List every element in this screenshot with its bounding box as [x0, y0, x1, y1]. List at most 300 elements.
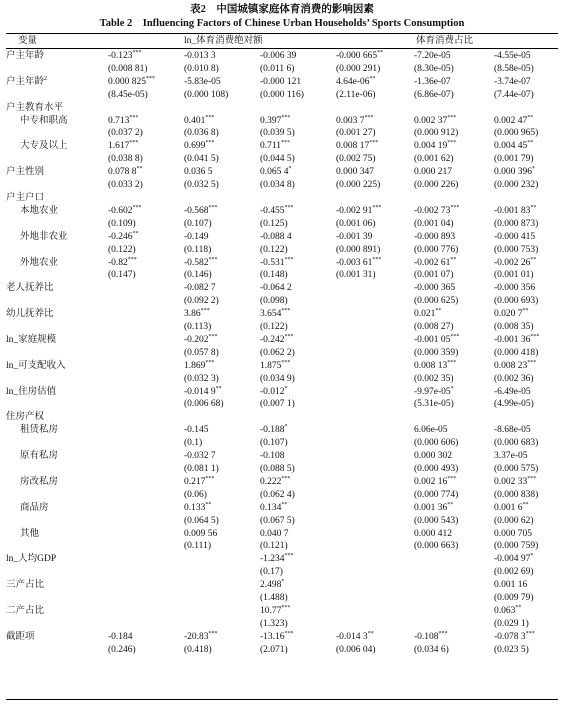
table-row-se	[6, 540, 558, 553]
table-cell: (0.118)	[184, 244, 212, 255]
table-cell: (0.000 693)	[494, 296, 539, 307]
table-cell: 3.654***	[260, 308, 291, 320]
table-cell: (0.148)	[260, 270, 288, 281]
table-cell: (0.081 1)	[184, 464, 219, 474]
table-cell: (0.010 8)	[184, 63, 219, 74]
table-cell	[414, 411, 494, 424]
table-cell: (0.007 1)	[260, 399, 295, 410]
table-cell	[260, 192, 336, 205]
table-cell: (2.11e-06)	[336, 89, 376, 100]
table-row-se	[6, 437, 558, 450]
table-cell: -0.064 2	[260, 283, 292, 294]
row-label	[6, 540, 108, 553]
table-cell: (0.125)	[260, 218, 288, 229]
table-cell: (0.011 6)	[260, 63, 295, 74]
row-label	[6, 373, 108, 386]
table-cell: 0.078 8**	[108, 166, 143, 178]
table-cell	[336, 347, 414, 360]
table-cell: 2.498*	[260, 579, 285, 591]
row-label: 户主教育水平	[6, 102, 64, 113]
table-cell: -0.032 7	[184, 451, 216, 462]
row-label: 户主年龄$^2$	[6, 75, 48, 87]
table-row-se	[6, 347, 558, 360]
row-label: 其他	[20, 528, 40, 539]
table-row-se	[6, 644, 558, 657]
table-row-se	[6, 153, 558, 166]
row-label: ln_可支配收入	[6, 360, 66, 371]
table-cell: -0.004 97*	[494, 553, 534, 565]
row-label	[6, 321, 108, 334]
table-cell: (0.000 493)	[414, 464, 459, 474]
table-cell: -0.568***	[184, 204, 218, 216]
table-cell	[336, 566, 414, 579]
table-row-se	[6, 592, 558, 605]
table-row-se	[6, 244, 558, 257]
table-cell: 1.869***	[184, 359, 215, 371]
row-label: 大专及以上	[20, 141, 68, 152]
table-cell	[336, 605, 414, 618]
table-cell: (0.000 683)	[494, 438, 539, 449]
table-cell	[108, 553, 184, 566]
table-row-se	[6, 127, 558, 140]
table-cell: 0.134**	[260, 501, 288, 513]
table-cell: (0.001 07)	[414, 270, 454, 281]
row-label: 外地非农业	[20, 231, 68, 242]
table-cell: -0.82***	[108, 256, 137, 268]
table-cell	[108, 398, 184, 411]
table-cell: 0.001 16	[494, 580, 528, 591]
table-cell	[260, 411, 336, 424]
row-label	[6, 269, 108, 282]
table-cell: (0.107)	[184, 218, 212, 229]
table-row	[6, 115, 558, 128]
table-cell: (0.000 225)	[336, 180, 381, 191]
table-cell: (0.000 838)	[494, 489, 539, 500]
table-cell: 0.001 36**	[414, 501, 454, 513]
table-row-se	[6, 218, 558, 231]
table-row	[6, 579, 558, 592]
table-cell	[108, 373, 184, 386]
table-cell	[336, 476, 414, 489]
table-cell	[108, 437, 184, 450]
table-row	[6, 334, 558, 347]
table-cell: (0.008 35)	[494, 322, 534, 333]
table-cell	[108, 618, 184, 631]
table-row-se	[6, 373, 558, 386]
row-label	[6, 618, 108, 631]
row-label: 原有私房	[20, 451, 59, 462]
table-row-se	[6, 566, 558, 579]
table-cell	[184, 566, 260, 579]
table-cell: 0.133**	[184, 501, 212, 513]
table-cell: -0.246**	[108, 230, 139, 242]
row-label: ln_住房估值	[6, 386, 57, 397]
table-cell	[336, 579, 414, 592]
table-cell: (0.001 31)	[336, 270, 376, 281]
table-cell: -0.531***	[260, 256, 294, 268]
table-cell: 1.617***	[108, 140, 139, 152]
row-label: 户主年龄	[6, 51, 45, 61]
table-cell: -0.145	[184, 425, 209, 436]
table-cell: -0.006 39	[260, 51, 297, 61]
row-label: 房改私房	[20, 476, 59, 487]
row-label: 三产占比	[6, 580, 45, 591]
table-cell: -0.188*	[260, 424, 288, 436]
table-cell: -0.013 3	[184, 51, 216, 61]
table-cell	[414, 592, 494, 605]
table-cell: (0.009 79)	[494, 593, 534, 604]
table-cell: -0.088 4	[260, 231, 292, 242]
row-label: ln_人均GDP	[6, 554, 57, 565]
table-row-se	[6, 63, 558, 76]
table-cell	[494, 102, 558, 115]
table-cell: 6.06e-05	[414, 425, 448, 436]
table-cell: -7.20e-05	[414, 51, 451, 61]
table-cell: 0.001 6**	[494, 501, 529, 513]
table-cell: 3.37e-05	[494, 451, 528, 462]
table-cell	[414, 192, 494, 205]
table-cell: -0.108***	[414, 630, 448, 642]
table-cell: -0.001 36***	[494, 333, 540, 345]
row-label: 中专和职高	[20, 115, 68, 126]
table-cell: (0.001 01)	[494, 270, 534, 281]
table-cell	[184, 618, 260, 631]
header-group-abs: ln_体育消费绝对额	[184, 36, 263, 46]
table-cell: (0.064 5)	[184, 515, 219, 526]
table-cell: 0.002 47**	[494, 114, 534, 126]
table-cell	[414, 102, 494, 115]
table-cell: (0.033 2)	[108, 180, 143, 191]
table-cell	[336, 553, 414, 566]
table-cell: (0.111)	[184, 541, 211, 552]
row-label	[6, 489, 108, 502]
table-cell: (0.006 68)	[184, 399, 224, 410]
table-cell: (0.000 543)	[414, 515, 459, 526]
table-cell: 0.002 16***	[414, 475, 457, 487]
table-cell: 0.004 45**	[494, 140, 534, 152]
table-cell: 1.875***	[260, 359, 291, 371]
table-cell: -0.001 05***	[414, 333, 460, 345]
table-cell: (0.146)	[184, 270, 212, 281]
row-label: 截距项	[6, 631, 35, 642]
table-cell: (0.109)	[108, 218, 136, 229]
table-cell	[184, 553, 260, 566]
table-row-se	[6, 269, 558, 282]
table-cell: (0.122)	[260, 244, 288, 255]
table-row	[6, 282, 558, 295]
table-cell	[108, 502, 184, 515]
table-cell: 0.217***	[184, 475, 215, 487]
table-cell: (0.000 606)	[414, 438, 459, 449]
table-row	[6, 528, 558, 541]
table-cell	[336, 463, 414, 476]
table-cell: -0.149	[184, 231, 209, 242]
table-cell: (0.000 759)	[494, 541, 539, 552]
header-group-share: 体育消费占比	[416, 36, 474, 46]
table-cell	[108, 424, 184, 437]
table-row	[6, 553, 558, 566]
header-variable: 变量	[18, 36, 38, 46]
table-cell: (8.30e-05)	[414, 63, 454, 74]
table-row-se	[6, 89, 558, 102]
table-cell: 0.699***	[184, 140, 215, 152]
table-cell: 0.397***	[260, 114, 291, 126]
table-cell	[108, 463, 184, 476]
table-cell: (0.002 35)	[414, 373, 454, 384]
table-cell	[336, 450, 414, 463]
table-cell: 0.711***	[260, 140, 291, 152]
table-cell: (0.006 04)	[336, 644, 376, 655]
table-cell: -0.002 26**	[494, 256, 537, 268]
table-cell: -0.582***	[184, 256, 218, 268]
table-cell: 0.021**	[414, 308, 442, 320]
table-cell: (0.17)	[260, 567, 283, 578]
table-cell: (8.45e-05)	[108, 89, 148, 100]
table-cell: -0.184	[108, 631, 133, 642]
table-cell: -0.001 83**	[494, 204, 537, 216]
table-cell	[108, 295, 184, 308]
table-row	[6, 360, 558, 373]
table-cell	[108, 566, 184, 579]
table-cell	[108, 592, 184, 605]
table-cell	[336, 192, 414, 205]
table-cell	[108, 321, 184, 334]
table-cell: -0.455***	[260, 204, 294, 216]
table-cell: -0.082 7	[184, 283, 216, 294]
table-row	[6, 257, 558, 270]
table-cell: (0.000 965)	[494, 128, 539, 139]
table-cell: (0.001 62)	[414, 154, 454, 165]
table-cell	[108, 282, 184, 295]
table-cell	[336, 398, 414, 411]
table-cell	[108, 308, 184, 321]
table-row-se	[6, 398, 558, 411]
table-cell: (1.323)	[260, 618, 288, 629]
table-cell	[336, 424, 414, 437]
table-cell: -0.078 3***	[494, 630, 535, 642]
table-row	[6, 631, 558, 644]
table-cell: (0.000 62)	[494, 515, 534, 526]
regression-table	[6, 50, 558, 657]
table-cell: (0.039 5)	[260, 128, 295, 139]
table-row	[6, 102, 558, 115]
table-cell: 0.003 7***	[336, 114, 374, 126]
table-cell: (0.000 226)	[414, 180, 459, 191]
table-row	[6, 50, 558, 63]
row-label	[6, 153, 108, 166]
table-cell: 0.000 347	[336, 167, 374, 178]
table-cell: (0.037 2)	[108, 128, 143, 139]
table-cell: (0.122)	[108, 244, 136, 255]
table-cell	[184, 411, 260, 424]
table-cell	[108, 347, 184, 360]
table-row	[6, 476, 558, 489]
table-cell	[184, 592, 260, 605]
table-cell: (0.029 1)	[494, 618, 529, 629]
table-cell: -6.49e-05	[494, 386, 531, 397]
table-row	[6, 166, 558, 179]
table-cell: (0.107)	[260, 438, 288, 449]
table-cell: (0.000 359)	[414, 347, 459, 358]
bottom-rule	[6, 699, 558, 700]
table-cell	[108, 605, 184, 618]
row-label: 本地农业	[20, 205, 59, 216]
table-cell	[336, 308, 414, 321]
table-cell: (0.000 753)	[494, 244, 539, 255]
table-cell: (0.001 27)	[336, 128, 376, 139]
table-cell: 0.401***	[184, 114, 215, 126]
table-cell	[414, 566, 494, 579]
row-label: 户主性别	[6, 167, 45, 178]
table-cell: 0.000 412	[414, 528, 452, 539]
table-cell: (0.000 108)	[184, 89, 229, 100]
row-label	[6, 566, 108, 579]
table-cell: (0.000 912)	[414, 128, 459, 139]
table-cell: (1.488)	[260, 593, 288, 604]
table-cell: -1.36e-07	[414, 76, 451, 87]
table-cell: 0.020 7**	[494, 308, 529, 320]
table-cell	[108, 360, 184, 373]
table-cell	[184, 579, 260, 592]
table-cell: -5.83e-05	[184, 76, 221, 87]
table-row-se	[6, 179, 558, 192]
table-cell: (0.032 5)	[184, 180, 219, 191]
table-cell: -0.014 9**	[184, 385, 222, 397]
row-label	[6, 295, 108, 308]
table-cell: (0.002 36)	[494, 373, 534, 384]
table-cell	[414, 618, 494, 631]
table-row	[6, 605, 558, 618]
table-cell	[108, 476, 184, 489]
table-cell: (0.044 5)	[260, 154, 295, 165]
table-cell: (0.000 891)	[336, 244, 381, 255]
table-title-en: Table 2 Influencing Factors of Chinese Urban Households’ Sports Consumption	[99, 18, 465, 29]
table-cell	[414, 579, 494, 592]
table-row	[6, 411, 558, 424]
table-cell	[336, 502, 414, 515]
table-cell: -0.002 91***	[336, 204, 382, 216]
table-cell: -0.003 61***	[336, 256, 382, 268]
table-cell	[336, 437, 414, 450]
table-cell: (0.000 418)	[494, 347, 539, 358]
table-title-cn: 表2 中国城镇家庭体育消费的影响因素	[190, 4, 374, 15]
table-cell	[414, 605, 494, 618]
table-cell	[336, 360, 414, 373]
table-cell: (0.062 4)	[260, 489, 295, 500]
table-cell	[336, 282, 414, 295]
table-cell: (0.147)	[108, 270, 136, 281]
table-cell: (0.06)	[184, 489, 207, 500]
table-cell: 0.000 705	[494, 528, 532, 539]
table-cell: -0.000 121	[260, 76, 302, 87]
table-cell: -0.202***	[184, 333, 218, 345]
table-cell: (0.034 9)	[260, 373, 295, 384]
table-cell: 0.063**	[494, 604, 522, 616]
table-cell: -0.002 73***	[414, 204, 460, 216]
table-cell: (0.000 663)	[414, 541, 459, 552]
table-cell	[336, 373, 414, 386]
table-cell: -13.16***	[260, 630, 294, 642]
row-label	[6, 244, 108, 257]
table-cell	[336, 411, 414, 424]
table-row-se	[6, 618, 558, 631]
table-cell: 0.222***	[260, 475, 291, 487]
table-cell	[184, 192, 260, 205]
table-row	[6, 76, 558, 89]
table-cell: (0.057 8)	[184, 347, 219, 358]
table-cell	[108, 528, 184, 541]
table-cell: (0.418)	[184, 644, 212, 655]
header-rule	[6, 48, 558, 49]
table-cell: (0.041 5)	[184, 154, 219, 165]
table-cell: (0.000 575)	[494, 464, 539, 474]
row-label: ln_家庭规模	[6, 334, 57, 345]
table-row	[6, 140, 558, 153]
table-cell: 0.004 19***	[414, 140, 457, 152]
table-cell	[184, 605, 260, 618]
table-cell	[260, 102, 336, 115]
table-cell: (0.113)	[184, 322, 212, 333]
row-label: 住房产权	[6, 412, 45, 423]
table-cell	[336, 592, 414, 605]
table-cell	[108, 489, 184, 502]
table-row	[6, 192, 558, 205]
table-cell	[108, 386, 184, 399]
table-cell: -0.000 665**	[336, 50, 384, 61]
table-cell: -0.123***	[108, 50, 142, 61]
table-cell: (4.99e-05)	[494, 399, 534, 410]
table-cell: 4.64e-06**	[336, 75, 376, 87]
table-cell	[336, 321, 414, 334]
table-cell: -0.242***	[260, 333, 294, 345]
row-label	[6, 179, 108, 192]
table-cell	[108, 515, 184, 528]
table-cell	[414, 553, 494, 566]
table-cell: 0.000 825***	[108, 75, 155, 87]
table-cell	[336, 386, 414, 399]
table-row	[6, 386, 558, 399]
table-cell	[108, 334, 184, 347]
row-label: 幼儿抚养比	[6, 309, 54, 320]
row-label	[6, 592, 108, 605]
table-cell: (0.092 2)	[184, 296, 219, 307]
table-cell: -0.014 3**	[336, 630, 374, 642]
table-cell: 0.000 302	[414, 451, 452, 462]
table-cell: -1.234***	[260, 553, 294, 565]
table-cell: -0.108	[260, 451, 285, 462]
table-row	[6, 308, 558, 321]
table-cell: -0.000 356	[494, 283, 536, 294]
table-row	[6, 502, 558, 515]
table-cell: (0.001 04)	[414, 218, 454, 229]
table-row	[6, 424, 558, 437]
table-row	[6, 450, 558, 463]
table-cell: (5.31e-05)	[414, 399, 454, 410]
table-cell: 0.000 217	[414, 167, 452, 178]
table-cell: -8.68e-05	[494, 425, 531, 436]
table-cell: -20.83***	[184, 630, 218, 642]
table-cell: 0.008 23***	[494, 359, 537, 371]
table-cell: -0.012*	[260, 385, 288, 397]
table-row-se	[6, 463, 558, 476]
table-cell: -9.97e-05*	[414, 385, 454, 397]
table-cell: (0.001 79)	[494, 154, 534, 165]
table-cell: 0.713***	[108, 114, 139, 126]
table-cell: 0.002 33***	[494, 475, 537, 487]
table-cell: (0.023 5)	[494, 644, 529, 655]
table-cell	[108, 579, 184, 592]
table-cell	[108, 411, 184, 424]
